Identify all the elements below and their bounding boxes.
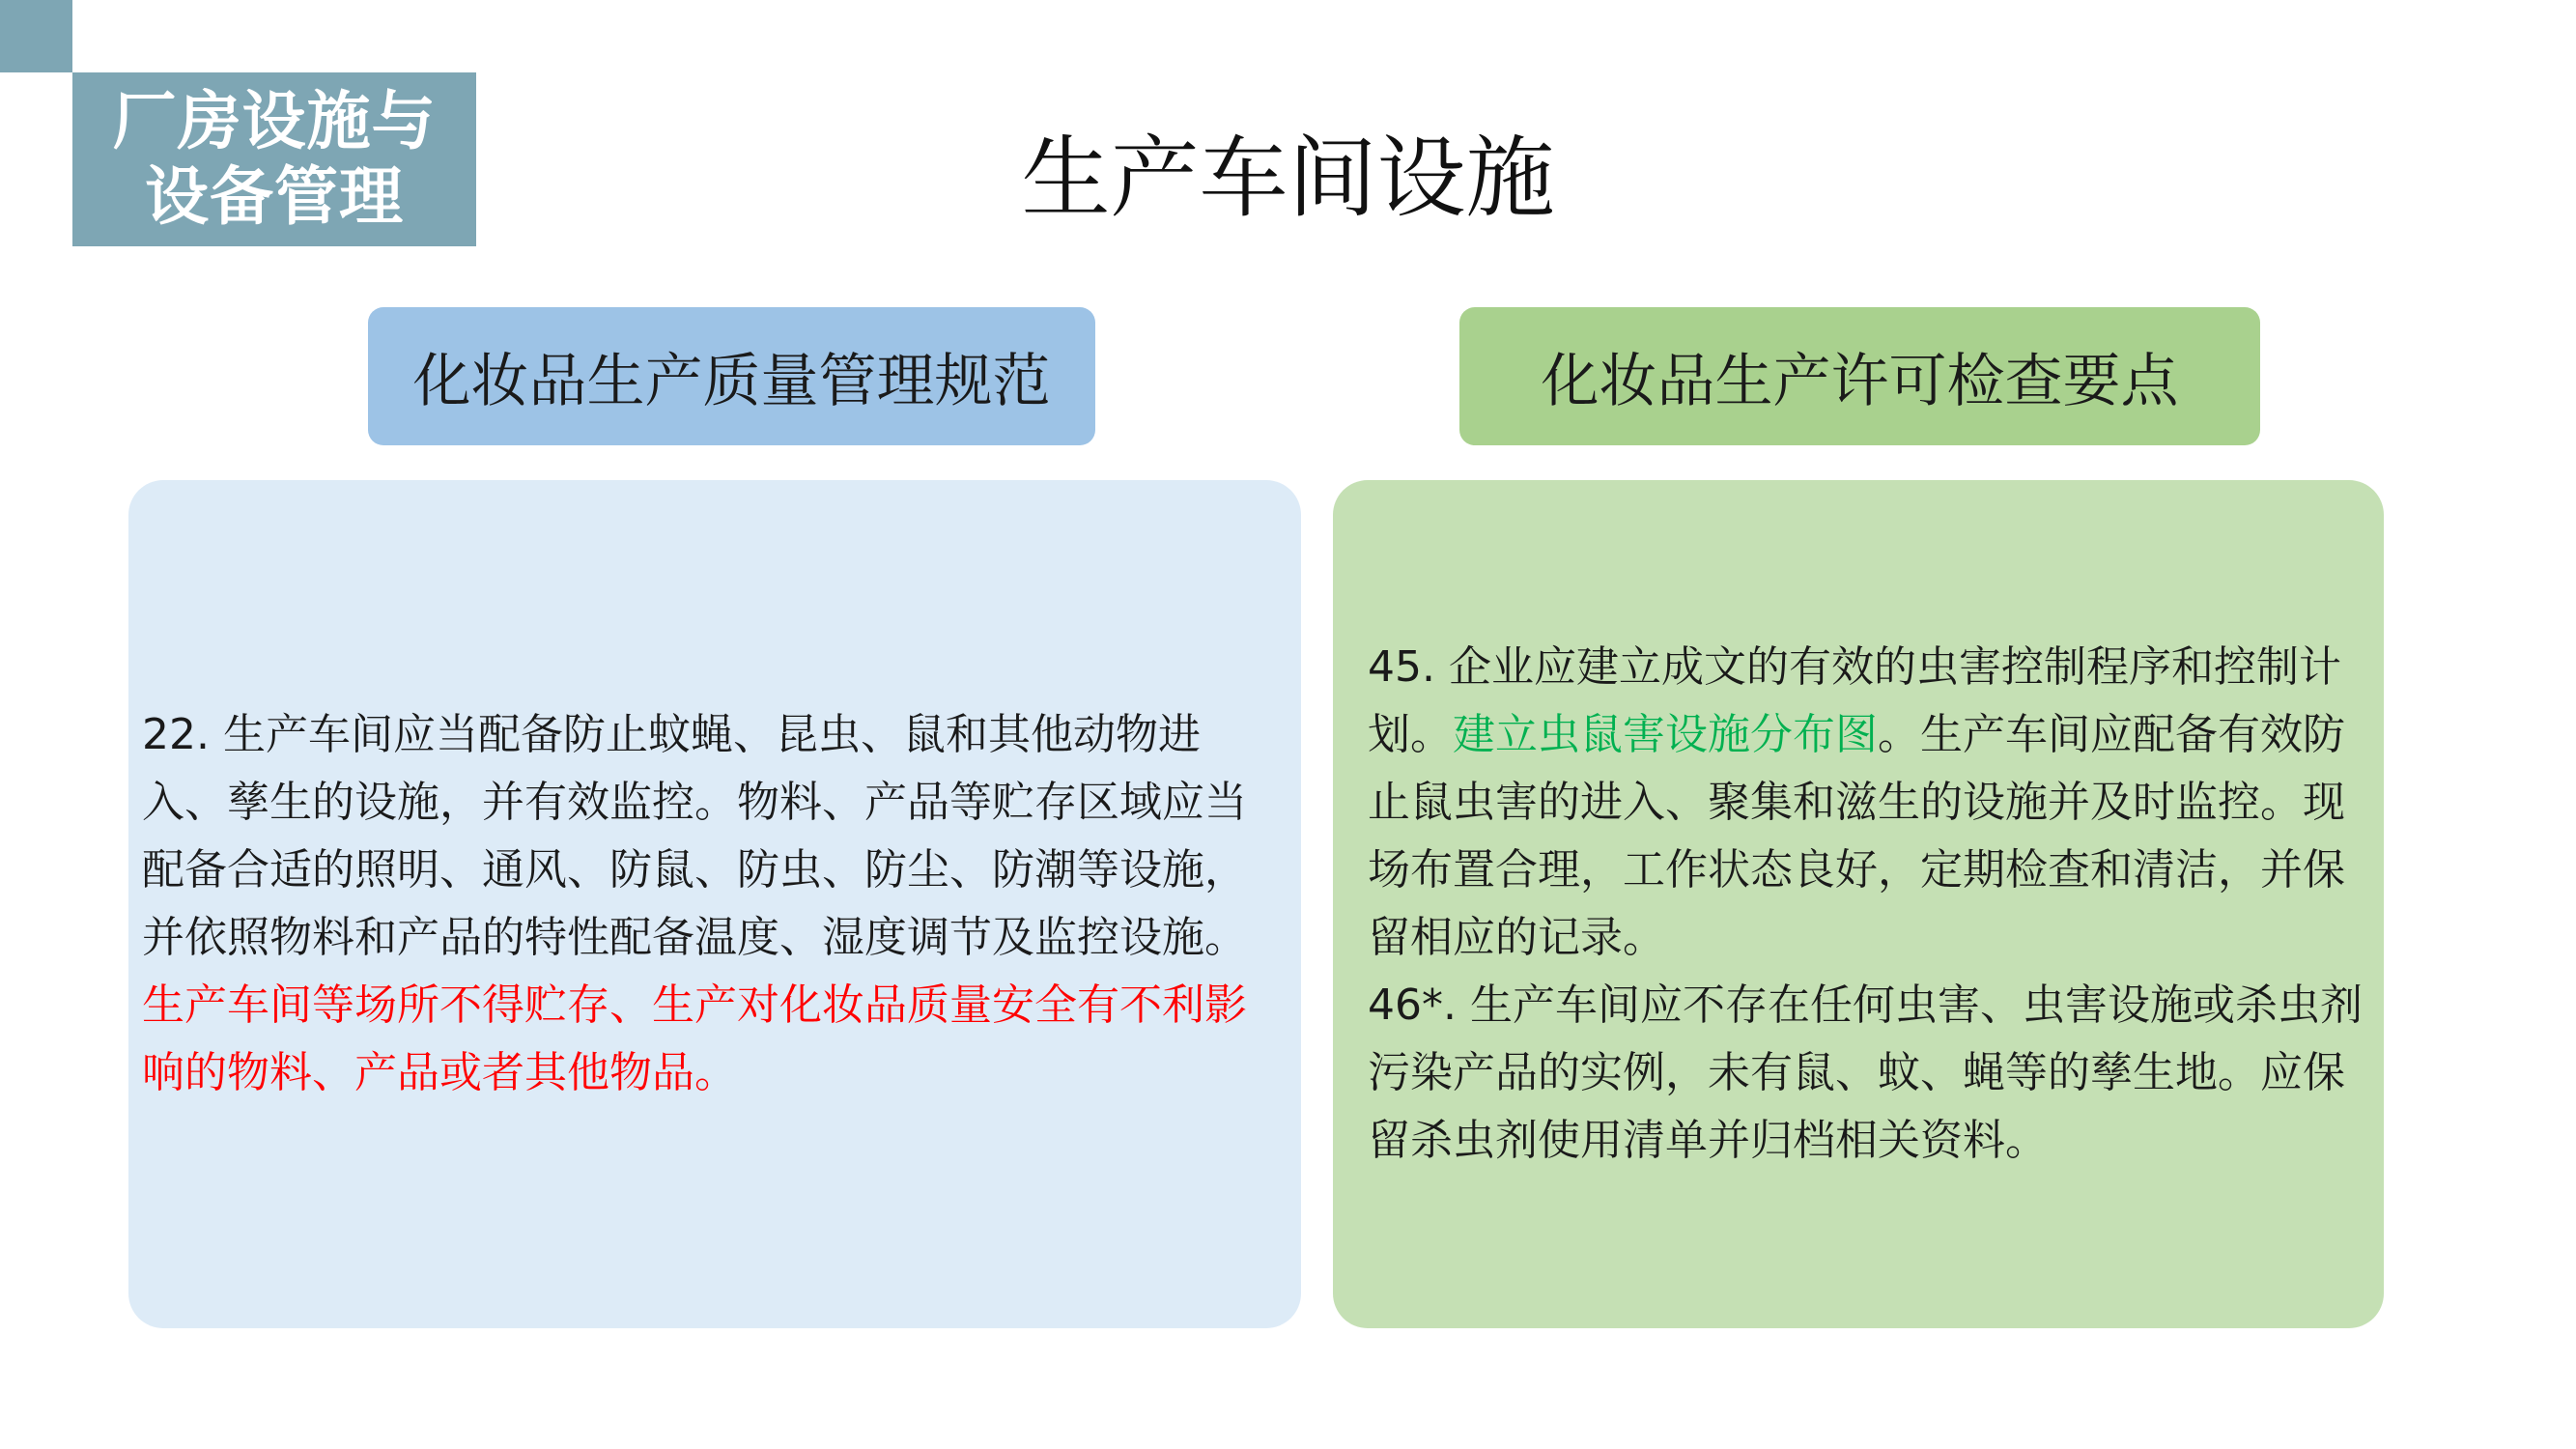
right-column-heading: 化妆品生产许可检查要点	[1459, 307, 2260, 445]
left-item-22	[142, 701, 1272, 1107]
right-item-45-number: 45.	[1368, 642, 1435, 692]
page-title: 生产车间设施	[1021, 127, 1555, 230]
corner-accent-square	[0, 0, 72, 72]
right-item-46	[1368, 972, 2364, 1175]
right-item-45-text-highlight: 建立虫鼠害设施分布图	[1453, 710, 1878, 759]
left-column-heading: 化妆品生产质量管理规范	[368, 307, 1095, 445]
section-tag-line-1: 厂房设施与	[112, 84, 437, 158]
left-item-number: 22.	[142, 710, 210, 759]
left-item-text: 生产车间应当配备防止蚊蝇、昆虫、鼠和其他动物进入、孳生的设施，并有效监控。物料、产品等贮存区域应当配备合适的照明、通风、防鼠、防虫、防尘、防潮等设施，并依照物料和产品的特性配备温度、湿度调节及监控设施。	[142, 710, 1247, 962]
right-content-panel	[1333, 480, 2384, 1328]
left-item-text-highlight: 生产车间等场所不得贮存、生产对化妆品质量安全有不利影响的物料、产品或者其他物品。	[142, 980, 1247, 1097]
right-item-45-text-b: 。生产车间应配备有效防止鼠虫害的进入、聚集和滋生的设施并及时监控。现场布置合理，工作状态良好，定期检查和清洁，并保留相应的记录。	[1368, 710, 2345, 962]
right-item-46-number: 46*.	[1368, 980, 1457, 1030]
left-content-panel	[128, 480, 1301, 1328]
right-item-45	[1368, 634, 2364, 972]
section-tag-line-2: 设备管理	[145, 159, 404, 234]
right-item-45-text-a: 企业应建立成文的有效的虫害控制程序和控制计划。	[1368, 642, 2341, 759]
right-item-46-text: 生产车间应不存在任何虫害、虫害设施或杀虫剂污染产品的实例，未有鼠、蚊、蝇等的孳生地。应保留杀虫剂使用清单并归档相关资料。	[1368, 980, 2363, 1165]
